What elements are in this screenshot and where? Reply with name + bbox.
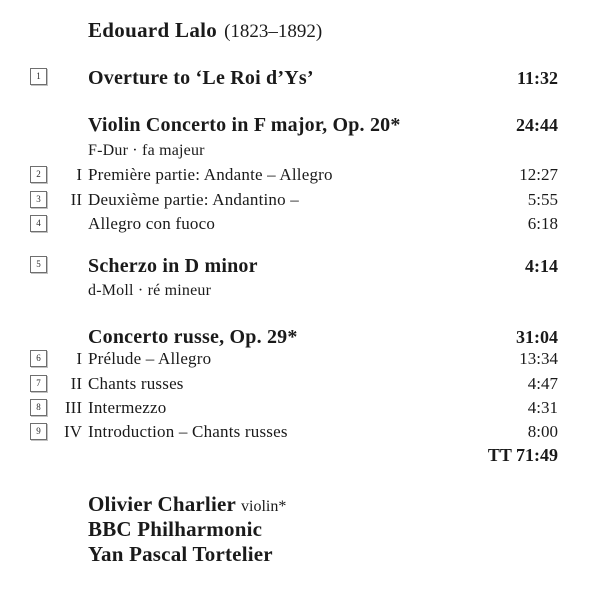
total-time-row bbox=[30, 445, 558, 465]
credit-line bbox=[88, 518, 286, 543]
work-title: Overture to ‘Le Roi d’Ys’ bbox=[88, 67, 314, 89]
track-duration: 13:34 bbox=[519, 349, 558, 368]
movement-numeral: I bbox=[76, 349, 82, 368]
total-time: TT 71:49 bbox=[487, 445, 558, 465]
movement-numeral: I bbox=[76, 165, 82, 184]
track-duration: 5:55 bbox=[527, 190, 558, 209]
movement-title: Prélude – Allegro bbox=[88, 349, 212, 368]
movement-numeral: II bbox=[70, 190, 82, 209]
track-duration: 8:00 bbox=[527, 422, 558, 441]
work-key-subtitle: F-Dur · fa majeur bbox=[88, 142, 205, 159]
work-duration: 31:04 bbox=[516, 327, 558, 347]
track-duration: 4:31 bbox=[527, 398, 558, 417]
work-title: Scherzo in D minor bbox=[88, 255, 258, 277]
movement-title: Intermezzo bbox=[88, 398, 167, 417]
track-number-box bbox=[30, 215, 47, 232]
movement-numeral: II bbox=[70, 374, 82, 393]
work-title: Concerto russe, Op. 29* bbox=[88, 326, 298, 348]
conductor-name: Yan Pascal Tortelier bbox=[88, 542, 273, 566]
composer-dates: (1823–1892) bbox=[224, 21, 323, 42]
credits-block bbox=[88, 493, 286, 568]
track-row bbox=[30, 67, 558, 89]
track-number: 1 bbox=[36, 71, 41, 81]
movement-numeral: IV bbox=[64, 422, 82, 441]
track-duration: 6:18 bbox=[527, 214, 558, 233]
work-row bbox=[30, 114, 558, 136]
work-row bbox=[30, 326, 558, 348]
orchestra-name: BBC Philharmonic bbox=[88, 517, 263, 541]
credit-line bbox=[88, 543, 286, 568]
track-row bbox=[30, 398, 558, 417]
track-duration: 12:27 bbox=[519, 165, 558, 184]
work-key-subtitle: d-Moll · ré mineur bbox=[88, 282, 212, 299]
work-key-row bbox=[30, 282, 558, 300]
track-row bbox=[30, 374, 558, 393]
work-title: Violin Concerto in F major, Op. 20* bbox=[88, 114, 401, 136]
composer-heading bbox=[30, 19, 558, 43]
track-row bbox=[30, 349, 558, 368]
track-number: 7 bbox=[36, 378, 41, 388]
movement-title: Deuxième partie: Andantino – bbox=[88, 190, 299, 209]
track-number: 2 bbox=[36, 169, 41, 179]
track-row bbox=[30, 422, 558, 441]
track-number: 8 bbox=[36, 402, 41, 412]
track-row bbox=[30, 255, 558, 277]
work-duration: 11:32 bbox=[516, 68, 558, 88]
movement-title: Allegro con fuoco bbox=[88, 214, 216, 233]
track-duration: 4:47 bbox=[527, 374, 558, 393]
track-number-box bbox=[30, 256, 47, 273]
work-duration: 24:44 bbox=[516, 115, 558, 135]
track-row bbox=[30, 214, 558, 233]
track-number: 4 bbox=[36, 218, 41, 228]
composer-name: Edouard Lalo bbox=[88, 18, 218, 42]
artist-role: violin* bbox=[241, 498, 287, 515]
track-number: 3 bbox=[36, 194, 41, 204]
work-duration: 4:14 bbox=[525, 256, 558, 276]
movement-title: Chants russes bbox=[88, 374, 184, 393]
movement-title: Introduction – Chants russes bbox=[88, 422, 288, 441]
track-number: 9 bbox=[36, 426, 41, 436]
track-row bbox=[30, 165, 558, 184]
track-number: 6 bbox=[36, 353, 41, 363]
track-row bbox=[30, 190, 558, 209]
movement-title: Première partie: Andante – Allegro bbox=[88, 165, 333, 184]
track-number: 5 bbox=[36, 259, 41, 269]
credit-line bbox=[88, 493, 286, 518]
track-number-box bbox=[30, 68, 47, 85]
movement-numeral: III bbox=[65, 398, 82, 417]
artist-name: Olivier Charlier bbox=[88, 492, 237, 516]
work-key-row bbox=[30, 142, 558, 160]
